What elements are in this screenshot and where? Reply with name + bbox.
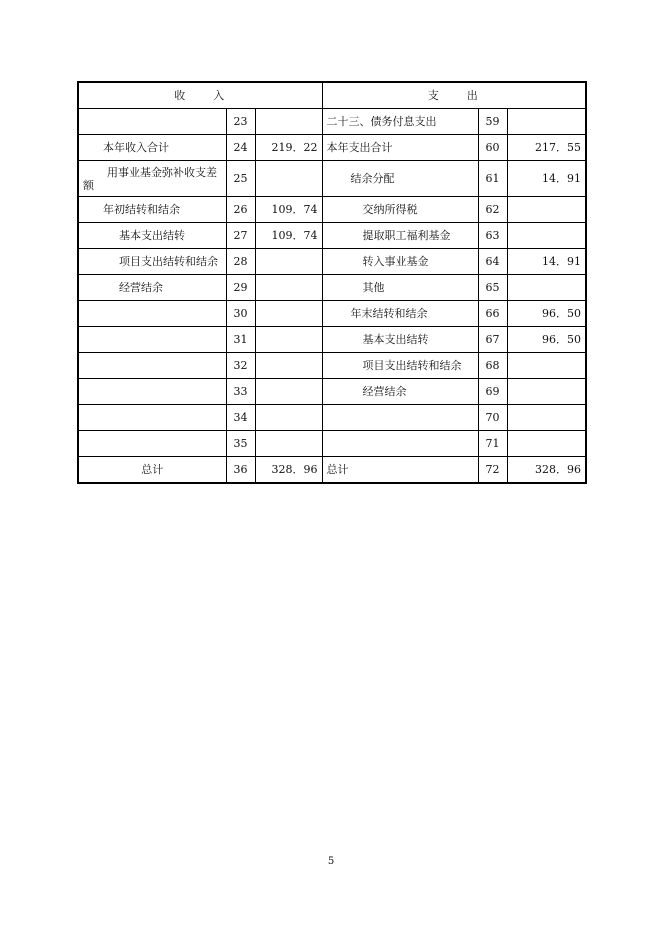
expense-total-label: 总计 — [322, 457, 478, 484]
income-row-number: 32 — [226, 353, 255, 379]
expense-row-number: 63 — [478, 223, 507, 249]
income-row-number: 27 — [226, 223, 255, 249]
income-label: 年初结转和结余 — [78, 197, 226, 223]
table-row — [78, 135, 586, 161]
expense-amount — [507, 431, 586, 457]
income-header: 收 入 — [78, 82, 322, 109]
income-amount — [255, 353, 322, 379]
income-amount: 109．74 — [255, 197, 322, 223]
income-label: 项目支出结转和结余 — [78, 249, 226, 275]
table-row — [78, 353, 586, 379]
expense-row-number: 69 — [478, 379, 507, 405]
expense-row-number: 60 — [478, 135, 507, 161]
expense-row-number: 64 — [478, 249, 507, 275]
income-label: 用事业基金弥补收支差额 — [78, 161, 226, 197]
income-expense-table — [77, 81, 587, 484]
expense-label: 项目支出结转和结余 — [322, 353, 478, 379]
table-row — [78, 249, 586, 275]
income-label: 经营结余 — [78, 275, 226, 301]
table-row — [78, 275, 586, 301]
income-label — [78, 301, 226, 327]
table-header-row — [78, 82, 586, 109]
income-label — [78, 327, 226, 353]
expense-amount — [507, 197, 586, 223]
expense-label: 转入事业基金 — [322, 249, 478, 275]
expense-row-number: 67 — [478, 327, 507, 353]
expense-row-number: 72 — [478, 457, 507, 484]
table-row — [78, 405, 586, 431]
expense-amount — [507, 379, 586, 405]
expense-row-number: 65 — [478, 275, 507, 301]
expense-label: 交纳所得税 — [322, 197, 478, 223]
expense-amount — [507, 353, 586, 379]
expense-amount: 217．55 — [507, 135, 586, 161]
expense-amount — [507, 223, 586, 249]
income-amount — [255, 405, 322, 431]
income-label — [78, 405, 226, 431]
expense-row-number: 59 — [478, 109, 507, 135]
income-label: 本年收入合计 — [78, 135, 226, 161]
expense-amount: 96．50 — [507, 301, 586, 327]
income-label — [78, 109, 226, 135]
expense-amount — [507, 109, 586, 135]
table-row — [78, 197, 586, 223]
expense-amount — [507, 275, 586, 301]
income-row-number: 31 — [226, 327, 255, 353]
income-label — [78, 353, 226, 379]
income-label: 基本支出结转 — [78, 223, 226, 249]
income-amount — [255, 431, 322, 457]
table-row — [78, 161, 586, 197]
expense-label: 经营结余 — [322, 379, 478, 405]
table-row — [78, 431, 586, 457]
income-amount — [255, 109, 322, 135]
income-label — [78, 379, 226, 405]
page-number: 5 — [327, 856, 335, 867]
income-row-number: 25 — [226, 161, 255, 197]
income-label — [78, 431, 226, 457]
income-amount — [255, 249, 322, 275]
expense-label: 本年支出合计 — [322, 135, 478, 161]
income-amount — [255, 379, 322, 405]
income-amount — [255, 327, 322, 353]
expense-amount: 14．91 — [507, 161, 586, 197]
income-row-number: 33 — [226, 379, 255, 405]
expense-row-number: 70 — [478, 405, 507, 431]
expense-total-amount: 328．96 — [507, 457, 586, 484]
expense-amount — [507, 405, 586, 431]
expense-label: 结余分配 — [322, 161, 478, 197]
income-amount: 219．22 — [255, 135, 322, 161]
income-row-number: 36 — [226, 457, 255, 484]
income-row-number: 34 — [226, 405, 255, 431]
expense-row-number: 68 — [478, 353, 507, 379]
income-amount — [255, 161, 322, 197]
expense-amount: 14．91 — [507, 249, 586, 275]
expense-row-number: 62 — [478, 197, 507, 223]
income-amount — [255, 301, 322, 327]
income-amount — [255, 275, 322, 301]
expense-label: 提取职工福利基金 — [322, 223, 478, 249]
expense-label: 其他 — [322, 275, 478, 301]
income-row-number: 26 — [226, 197, 255, 223]
income-row-number: 30 — [226, 301, 255, 327]
expense-label: 年末结转和结余 — [322, 301, 478, 327]
income-row-number: 23 — [226, 109, 255, 135]
table-row — [78, 109, 586, 135]
income-total-amount: 328．96 — [255, 457, 322, 484]
income-row-number: 29 — [226, 275, 255, 301]
expense-label: 二十三、债务付息支出 — [322, 109, 478, 135]
expense-row-number: 71 — [478, 431, 507, 457]
expense-label: 基本支出结转 — [322, 327, 478, 353]
expense-header: 支 出 — [322, 82, 586, 109]
income-row-number: 35 — [226, 431, 255, 457]
expense-row-number: 61 — [478, 161, 507, 197]
income-total-label: 总计 — [78, 457, 226, 484]
income-amount: 109．74 — [255, 223, 322, 249]
expense-label — [322, 405, 478, 431]
table-total-row — [78, 457, 586, 484]
table-row — [78, 223, 586, 249]
income-row-number: 28 — [226, 249, 255, 275]
table-row — [78, 327, 586, 353]
table-row — [78, 301, 586, 327]
expense-amount: 96．50 — [507, 327, 586, 353]
expense-row-number: 66 — [478, 301, 507, 327]
table-row — [78, 379, 586, 405]
income-row-number: 24 — [226, 135, 255, 161]
expense-label — [322, 431, 478, 457]
